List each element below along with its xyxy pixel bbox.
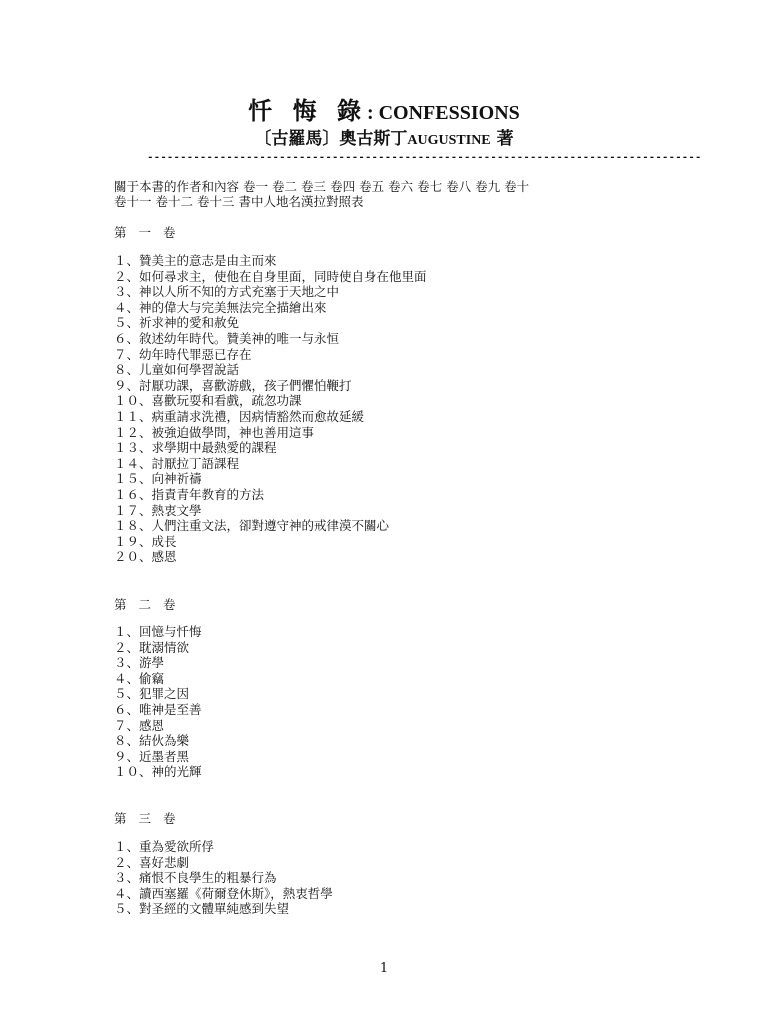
chapter-number: ２０ xyxy=(114,549,140,565)
chapter-item xyxy=(114,331,674,347)
section-heading: 第 一 卷 xyxy=(114,225,180,240)
chapter-item xyxy=(114,315,674,331)
chapter-title: 、偷竊 xyxy=(126,670,165,686)
title-chinese: 忏 悔 錄 xyxy=(248,96,367,125)
toc-link[interactable]: 卷三 xyxy=(301,179,327,194)
section-book-2 xyxy=(114,597,674,780)
chapter-number: ６ xyxy=(114,330,127,346)
chapter-number: ４ xyxy=(114,885,127,901)
chapter-item xyxy=(114,425,674,441)
chapter-number: １２ xyxy=(114,424,140,440)
document-title xyxy=(0,96,768,128)
author-english: AUGUSTINE xyxy=(407,133,491,148)
chapter-item xyxy=(114,409,674,425)
toc-link[interactable]: 卷二 xyxy=(272,179,298,194)
author-line xyxy=(0,128,768,152)
chapter-number: ３ xyxy=(114,655,127,671)
table-of-contents-links xyxy=(114,179,634,209)
chapter-item xyxy=(114,471,674,487)
chapter-number: １３ xyxy=(114,440,140,456)
chapter-title: 、向神祈禱 xyxy=(139,471,202,487)
chapter-item xyxy=(114,347,674,363)
chapter-list xyxy=(114,624,674,780)
chapter-item xyxy=(114,393,674,409)
chapter-number: １９ xyxy=(114,533,140,549)
toc-row-1 xyxy=(114,179,634,194)
chapter-number: １６ xyxy=(114,486,140,502)
chapter-title: 、成長 xyxy=(139,533,177,549)
chapter-title: 、犯罪之因 xyxy=(126,686,190,702)
chapter-title: 、重為愛欲所俘 xyxy=(126,839,215,854)
chapter-item xyxy=(114,534,674,550)
chapter-title: 、游學 xyxy=(126,655,165,671)
chapter-title: 、指責青年教育的方法 xyxy=(139,486,265,502)
chapter-title: 、討厭功課，喜歡游戲，孩子們懼怕鞭打 xyxy=(126,377,352,393)
chapter-item xyxy=(114,839,674,855)
toc-row-2 xyxy=(114,194,634,209)
chapter-item xyxy=(114,269,674,285)
chapter-item xyxy=(114,300,674,316)
chapter-item xyxy=(114,456,674,472)
toc-link[interactable]: 卷一 xyxy=(243,179,269,194)
chapter-number: １ xyxy=(114,839,127,854)
chapter-number: １８ xyxy=(114,518,140,534)
toc-link[interactable]: 卷六 xyxy=(388,179,414,194)
chapter-title: 、對圣經的文體單純感到失望 xyxy=(126,901,290,917)
chapter-title: 、感恩 xyxy=(126,717,165,733)
section-heading: 第 二 卷 xyxy=(114,597,180,612)
chapter-number: ２ xyxy=(114,268,127,284)
chapter-item xyxy=(114,886,674,902)
chapter-item xyxy=(114,655,674,671)
chapter-item xyxy=(114,549,674,565)
title-english: : CONFESSIONS xyxy=(366,102,520,124)
chapter-number: ８ xyxy=(114,733,127,749)
toc-link[interactable]: 卷十一 xyxy=(114,194,152,209)
chapter-title: 、神的偉大与完美無法完全描繪出來 xyxy=(126,299,327,315)
chapter-item xyxy=(114,671,674,687)
chapter-number: ５ xyxy=(114,686,127,702)
chapter-title: 、病重請求洗禮，因病情豁然而愈故延緩 xyxy=(139,408,365,424)
toc-link[interactable]: 卷十 xyxy=(504,179,530,194)
chapter-list xyxy=(114,253,674,565)
chapter-item xyxy=(114,518,674,534)
chapter-number: ７ xyxy=(114,346,127,362)
chapter-title: 、敘述幼年時代。贊美神的唯一与永恒 xyxy=(126,330,340,346)
chapter-number: ４ xyxy=(114,299,127,315)
section-book-3 xyxy=(114,811,674,917)
chapter-title: 、喜歡玩耍和看戲，疏忽功課 xyxy=(139,393,302,409)
chapter-item xyxy=(114,253,674,269)
chapter-number: ２ xyxy=(114,854,127,870)
toc-link[interactable]: 卷七 xyxy=(417,179,443,194)
chapter-title: 、人們注重文法，卻對遵守神的戒律漠不關心 xyxy=(139,518,390,534)
chapter-item xyxy=(114,624,674,640)
chapter-number: １ xyxy=(114,253,127,268)
chapter-item xyxy=(114,440,674,456)
chapter-item xyxy=(114,362,674,378)
chapter-title: 、儿童如何學習說話 xyxy=(126,362,240,378)
chapter-title: 、神的光輝 xyxy=(139,764,202,780)
chapter-item xyxy=(114,702,674,718)
chapter-number: １ xyxy=(114,624,127,639)
chapter-number: ７ xyxy=(114,717,127,733)
toc-link[interactable]: 卷五 xyxy=(359,179,385,194)
chapter-title: 、神以人所不知的方式充塞于天地之中 xyxy=(126,284,340,300)
chapter-number: １５ xyxy=(114,471,140,487)
section-heading: 第 三 卷 xyxy=(114,811,180,826)
chapter-number: １０ xyxy=(114,764,140,780)
chapter-title: 、祈求神的愛和赦免 xyxy=(126,315,240,331)
chapter-number: １０ xyxy=(114,393,140,409)
chapter-item xyxy=(114,749,674,765)
chapter-title: 、唯神是至善 xyxy=(126,701,202,717)
toc-link[interactable]: 卷九 xyxy=(475,179,501,194)
chapter-item xyxy=(114,733,674,749)
chapter-title: 、討厭拉丁語課程 xyxy=(139,455,240,471)
chapter-title: 、痛恨不良學生的粗暴行為 xyxy=(126,870,277,886)
page-number: 1 xyxy=(379,961,389,976)
chapter-number: ９ xyxy=(114,377,127,393)
author-chinese: 〔古羅馬〕奧古斯丁 xyxy=(254,129,408,149)
chapter-item xyxy=(114,487,674,503)
dashed-divider: ------------------------------------------------------------------------------------ xyxy=(147,152,702,164)
chapter-list xyxy=(114,839,674,917)
chapter-title: 、如何尋求主，使他在自身里面，同時使自身在他里面 xyxy=(126,268,427,284)
toc-link[interactable]: 關于本書的作者和內容 xyxy=(114,179,240,194)
chapter-item xyxy=(114,640,674,656)
toc-link[interactable]: 書中人地名漢拉對照表 xyxy=(238,194,364,209)
chapter-number: ９ xyxy=(114,748,127,764)
chapter-number: ３ xyxy=(114,870,127,886)
chapter-number: １１ xyxy=(114,408,140,424)
chapter-title: 、被強迫做學問，神也善用這事 xyxy=(139,424,315,440)
chapter-item xyxy=(114,378,674,394)
chapter-number: ８ xyxy=(114,362,127,378)
chapter-title: 、求學期中最熱愛的課程 xyxy=(139,440,277,456)
chapter-title: 、熱衷文學 xyxy=(139,502,202,518)
toc-link[interactable]: 卷八 xyxy=(446,179,472,194)
chapter-title: 、結伙為樂 xyxy=(126,733,190,749)
section-book-1 xyxy=(114,225,674,565)
chapter-number: １４ xyxy=(114,455,140,471)
chapter-title: 、回憶与忏悔 xyxy=(126,624,202,639)
chapter-number: ５ xyxy=(114,315,127,331)
chapter-title: 、近墨者黑 xyxy=(126,748,190,764)
chapter-title: 、幼年時代罪惡已存在 xyxy=(126,346,252,362)
toc-link[interactable]: 卷十三 xyxy=(197,194,235,209)
chapter-title: 、喜好悲劇 xyxy=(126,854,190,870)
chapter-item xyxy=(114,284,674,300)
chapter-title: 、讀西塞羅《荷爾登休斯》，熱衷哲學 xyxy=(126,885,333,901)
chapter-title: 、贊美主的意志是由主而來 xyxy=(126,253,277,268)
chapter-number: ３ xyxy=(114,284,127,300)
toc-link[interactable]: 卷十二 xyxy=(155,194,194,209)
chapter-title: 、感恩 xyxy=(139,549,177,565)
chapter-item xyxy=(114,686,674,702)
chapter-item xyxy=(114,503,674,519)
chapter-number: ２ xyxy=(114,639,127,655)
author-suffix: 著 xyxy=(490,129,514,149)
chapter-number: ４ xyxy=(114,670,127,686)
chapter-number: ５ xyxy=(114,901,127,917)
toc-link[interactable]: 卷四 xyxy=(330,179,356,194)
chapter-number: １７ xyxy=(114,502,140,518)
chapter-item xyxy=(114,870,674,886)
chapter-item xyxy=(114,855,674,871)
chapter-title: 、耽溺情欲 xyxy=(126,639,190,655)
chapter-item xyxy=(114,718,674,734)
chapter-item xyxy=(114,901,674,917)
chapter-number: ６ xyxy=(114,701,127,717)
chapter-item xyxy=(114,764,674,780)
